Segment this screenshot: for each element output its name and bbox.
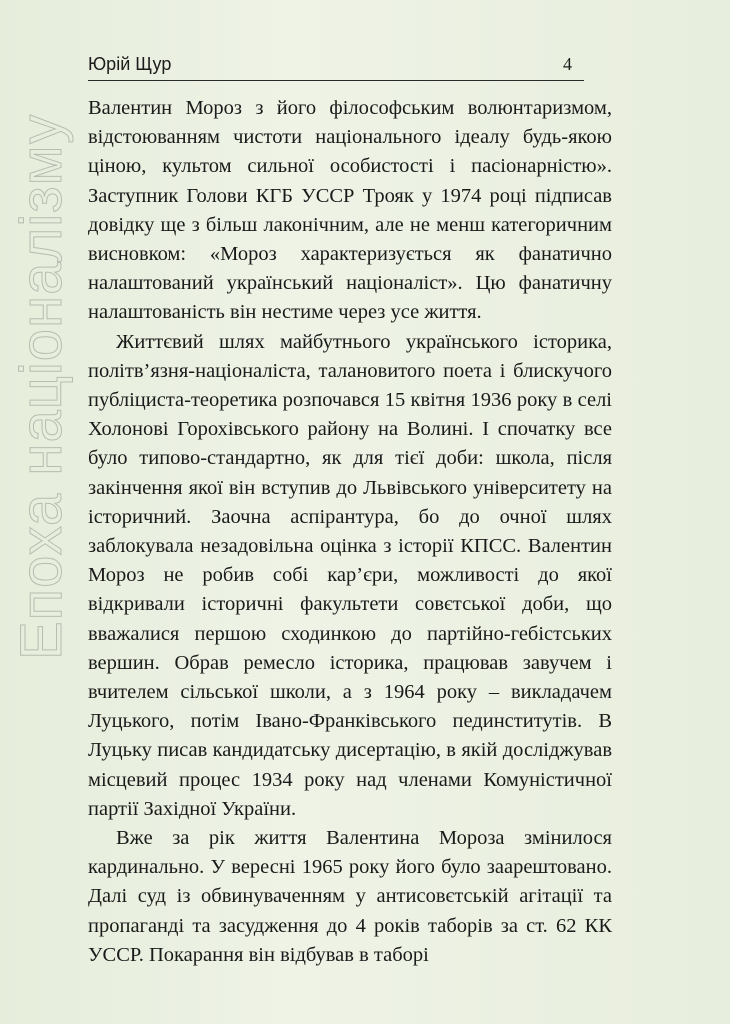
paragraph: Валентин Мороз з його філософським волюнтаризмом, відстоюванням чистоти національного ідеалу будь-якою ціною, культом сильної особистості і пасіонарністю». Заступник Голови КГБ УССР Трояк у 1974 році підписав довідку ще з більш лаконічним, але не менш категоричним висновком: «Мороз характеризується як фанатично налаштований український націоналіст». Цю фанатичну налаштованість він нестиме через усе життя.: [88, 97, 612, 324]
paragraph: Життєвий шлях майбутнього українського історика, політв’язня-націоналіста, талановитого поета і блискучого публіциста-теоретика розпочався 15 квітня 1936 року в селі Холонові Горохівського району на Волині. І спочатку все було типово-стандартно, як для тієї доби: школа, після закінчення якої він вступив до Львівського університету на історичний. Заочна аспірантура, бо до очної шлях заблокувала незадовільна оцінка з історії КПСС. Валентин Мороз не робив собі кар’єри, можливості до якої відкривали історичні факультети совєтської доби, що вважалися першою сходинкою до партійно-гебістських вершин. Обрав ремесло історика, працював завучем і вчителем сільської школи, а з 1964 року – викладачем Луцького, потім Івано-Франківського пединститутів. В Луцьку писав кандидатську дисертацію, в якій досліджував місцевий процес 1934 року над членами Комуністичної партії Західної України.: [88, 330, 612, 820]
header-author: Юрій Щур: [88, 54, 172, 74]
side-title-text: Епоха націоналізму: [9, 113, 74, 660]
page-number: 4: [563, 54, 572, 74]
header-rule: [88, 80, 584, 81]
running-header: [88, 54, 584, 80]
side-title-watermark: [6, 100, 78, 660]
body-text: [88, 94, 612, 970]
paragraph: Вже за рік життя Валентина Мороза змінилося кардинально. У вересні 1965 року його було заарештовано. Далі суд із обвинуваченням у антисовєтській агітації та пропаганді та засудження до 4 років таборів за ст. 62 КК УССР. Покарання він відбував в таборі: [88, 827, 612, 966]
